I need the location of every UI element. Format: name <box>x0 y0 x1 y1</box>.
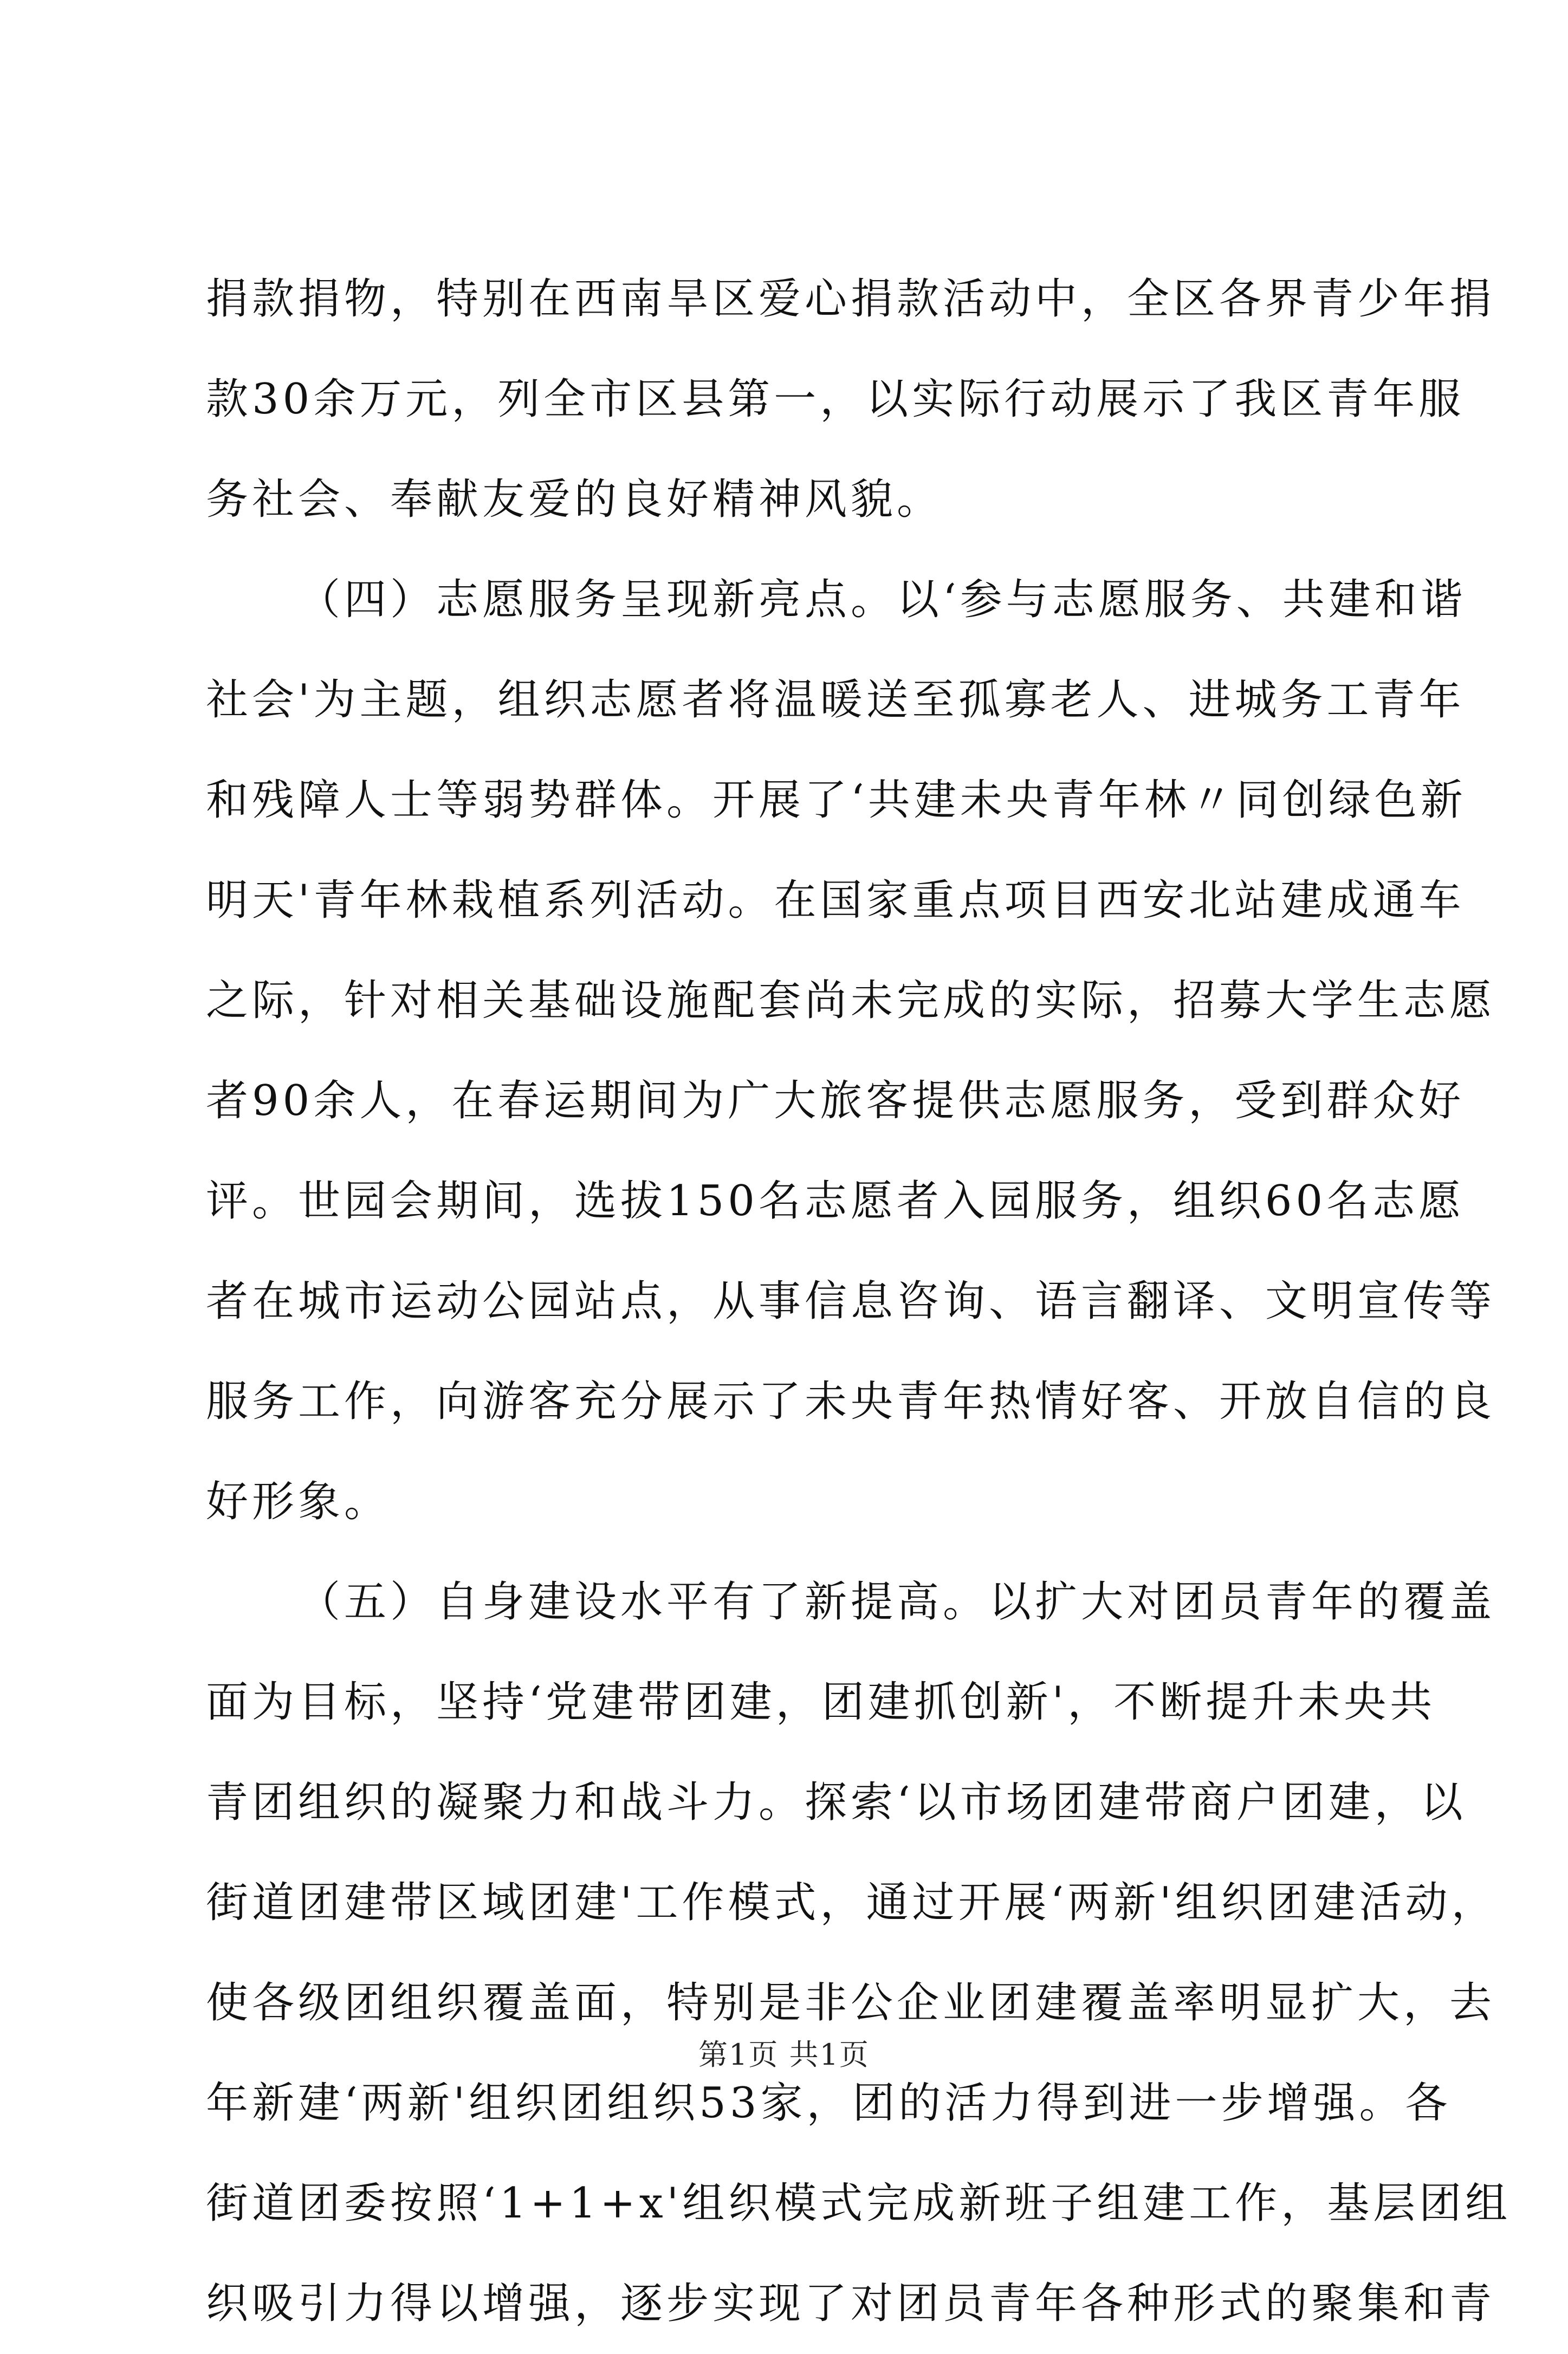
text-line: 务社会、奉献友爱的良好精神风貌。 <box>206 475 943 524</box>
text-line: 街道团建带区域团建'工作模式，通过开展‘两新'组织团建活动， <box>206 1878 1498 1927</box>
text-line: 街道团委按照‘1+1+x'组织模式完成新班子组建工作，基层团组 <box>206 2179 1512 2228</box>
text-line: 使各级团组织覆盖面，特别是非公企业团建覆盖率明显扩大，去 <box>206 1979 1496 2027</box>
page-footer: 第1页 共1页 <box>698 2038 870 2072</box>
paragraph-heading-line: （四）志愿服务呈现新亮点。以‘参与志愿服务、共建和谐 <box>298 575 1467 624</box>
text-line: 年新建‘两新'组织团组织53家，团的活力得到进一步增强。各 <box>206 2079 1452 2128</box>
text-line: 者90余人，在春运期间为广大旅客提供志愿服务，受到群众好 <box>206 1077 1465 1125</box>
text-line: 好形象。 <box>206 1477 391 1526</box>
text-line: 青团组织的凝聚力和战斗力。探索‘以市场团建带商户团建，以 <box>206 1778 1467 1827</box>
text-line: 面为目标，坚持‘党建带团建，团建抓创新'，不断提升未央共 <box>206 1678 1436 1727</box>
text-line: 社会'为主题，组织志愿者将温暖送至孤寡老人、进城务工青年 <box>206 676 1465 724</box>
text-line: 之际，针对相关基础设施配套尚未完成的实际，招募大学生志愿 <box>206 976 1496 1025</box>
paragraph-heading-line: （五）自身建设水平有了新提高。以扩大对团员青年的覆盖 <box>298 1578 1496 1626</box>
text-line: 织吸引力得以增强，逐步实现了对团员青年各种形式的聚集和青 <box>206 2279 1496 2328</box>
text-line: 捐款捐物，特别在西南旱区爱心捐款活动中，全区各界青少年捐 <box>206 275 1496 323</box>
text-line: 服务工作，向游客充分展示了未央青年热情好客、开放自信的良 <box>206 1377 1496 1426</box>
text-line: 明天'青年林栽植系列活动。在国家重点项目西安北站建成通车 <box>206 876 1465 925</box>
text-line: 评。世园会期间，选拔150名志愿者入园服务，组织60名志愿 <box>206 1177 1465 1225</box>
text-line: 款30余万元，列全市区县第一，以实际行动展示了我区青年服 <box>206 375 1465 424</box>
text-line: 和残障人士等弱势群体。开展了‘共建未央青年林〃同创绿色新 <box>206 776 1467 825</box>
text-line: 者在城市运动公园站点，从事信息咨询、语言翻译、文明宣传等 <box>206 1277 1496 1326</box>
